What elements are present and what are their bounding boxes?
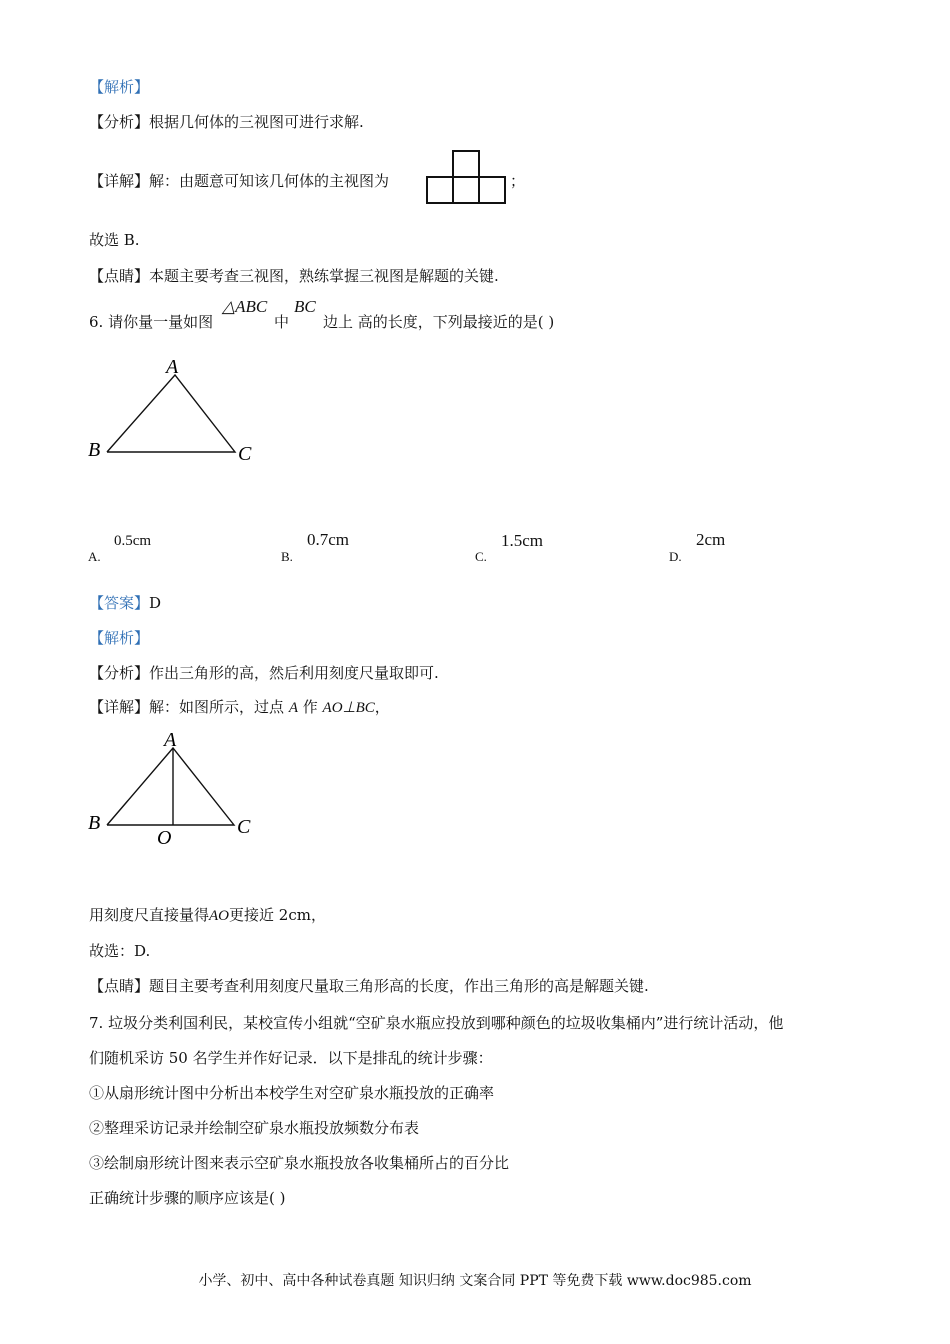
q6-measure-ao: AO: [209, 908, 230, 924]
option-b-value: 0.7cm: [307, 530, 350, 549]
q5-dianjing: [89, 266, 499, 286]
q6-xiangjie-comma: ，: [374, 698, 390, 716]
q5-xiangjie-tag: 【详解】: [89, 172, 150, 190]
q6-xiangjie-tag: 【详解】: [89, 698, 150, 716]
q7-stem-line1: 7. 垃圾分类利国利民，某校宣传小组就“空矿泉水瓶应投放到哪种颜色的垃圾收集桶内”进行统计活动，他: [89, 1014, 784, 1032]
option-c-value: 1.5cm: [501, 531, 544, 550]
tri1-label-a: A: [166, 356, 179, 378]
page-footer: 小学、初中、高中各种试卷真题 知识归纳 文案合同 PPT 等免费下载 www.doc985.com: [198, 1273, 752, 1289]
option-a-value: 0.5cm: [114, 533, 152, 549]
q6-xiangjie-zuo: 作: [297, 698, 323, 716]
q7-step3: ③绘制扇形统计图来表示空矿泉水瓶投放各收集桶所占的百分比: [89, 1154, 510, 1172]
q7-question: 正确统计步骤的顺序应该是( ): [89, 1189, 286, 1207]
q6-measure-pre: 用刻度尺直接量得: [89, 906, 210, 924]
option-d-letter: D.: [669, 549, 682, 564]
q6-dianjing: [89, 976, 649, 996]
q6-xiangjie: [89, 697, 390, 718]
tri1-label-c: C: [238, 443, 252, 465]
triangle-abc-figure: [86, 352, 266, 472]
q5-fenxi-tag: 【分析】: [89, 113, 150, 131]
q7-step1: ①从扇形统计图中分析出本校学生对空矿泉水瓶投放的正确率: [89, 1084, 495, 1102]
option-c-letter: C.: [475, 549, 487, 564]
option-b-letter: B.: [281, 549, 293, 564]
q6-answer: [89, 593, 161, 613]
tri1-label-b: B: [88, 439, 101, 461]
q6-math-abc: △ABC: [222, 297, 268, 316]
q5-xiangjie: [89, 171, 389, 191]
q6-stem-suffix: 边上 高的长度，下列最接近的是( ): [323, 313, 555, 331]
q6-answer-tag: 【答案】: [89, 594, 150, 612]
q5-xiangjie-end: ；: [510, 172, 526, 190]
option-a-letter: A.: [88, 549, 101, 564]
q6-dianjing-tag: 【点睛】: [89, 977, 150, 995]
option-d-value: 2cm: [696, 530, 726, 549]
q5-dianjing-text: 本题主要考查三视图，熟练掌握三视图是解题的关键.: [149, 267, 499, 285]
q6-xiangjie-perp: AO⊥BC: [322, 700, 375, 716]
q6-dianjing-text: 题目主要考查利用刻度尺量取三角形高的长度，作出三角形的高是解题关键.: [149, 977, 649, 995]
q6-zhong: 中: [274, 313, 290, 331]
q6-measure: [89, 905, 326, 926]
tri2-label-a: A: [164, 729, 177, 751]
q5-xiangjie-text: 解：由题意可知该几何体的主视图为: [149, 172, 390, 190]
q6-guxuan: 故选：D.: [89, 942, 151, 960]
q6-answer-value: D: [149, 594, 162, 612]
front-view-figure: [426, 150, 508, 206]
q6-fenxi-tag: 【分析】: [89, 664, 150, 682]
triangle-height-figure: [86, 726, 266, 851]
q6-xiangjie-point-a: A: [288, 700, 298, 716]
q7-stem-line2: 们随机采访 50 名学生并作好记录．以下是排乱的统计步骤：: [89, 1049, 493, 1067]
tri2-label-c: C: [237, 816, 251, 838]
q6-jiexi-tag: 【解析】: [89, 629, 150, 647]
tri2-label-b: B: [88, 812, 101, 834]
q5-jiexi-tag: 【解析】: [89, 78, 150, 96]
q5-dianjing-tag: 【点睛】: [89, 267, 150, 285]
tri2-label-o: O: [157, 827, 172, 849]
q5-fenxi: [89, 112, 364, 132]
q6-math-bc: BC: [294, 297, 316, 316]
q6-fenxi-text: 作出三角形的高，然后利用刻度尺量取即可.: [149, 664, 439, 682]
q6-xiangjie-text: 解：如图所示，过点: [149, 698, 285, 716]
q6-stem-prefix: 6. 请你量一量如图: [89, 313, 214, 331]
q6-measure-post: 更接近 2cm，: [229, 906, 326, 924]
q5-guxuan: 故选 B.: [89, 231, 140, 249]
q5-fenxi-text: 根据几何体的三视图可进行求解.: [149, 113, 364, 131]
q7-step2: ②整理采访记录并绘制空矿泉水瓶投放频数分布表: [89, 1119, 420, 1137]
q6-fenxi: [89, 663, 439, 683]
